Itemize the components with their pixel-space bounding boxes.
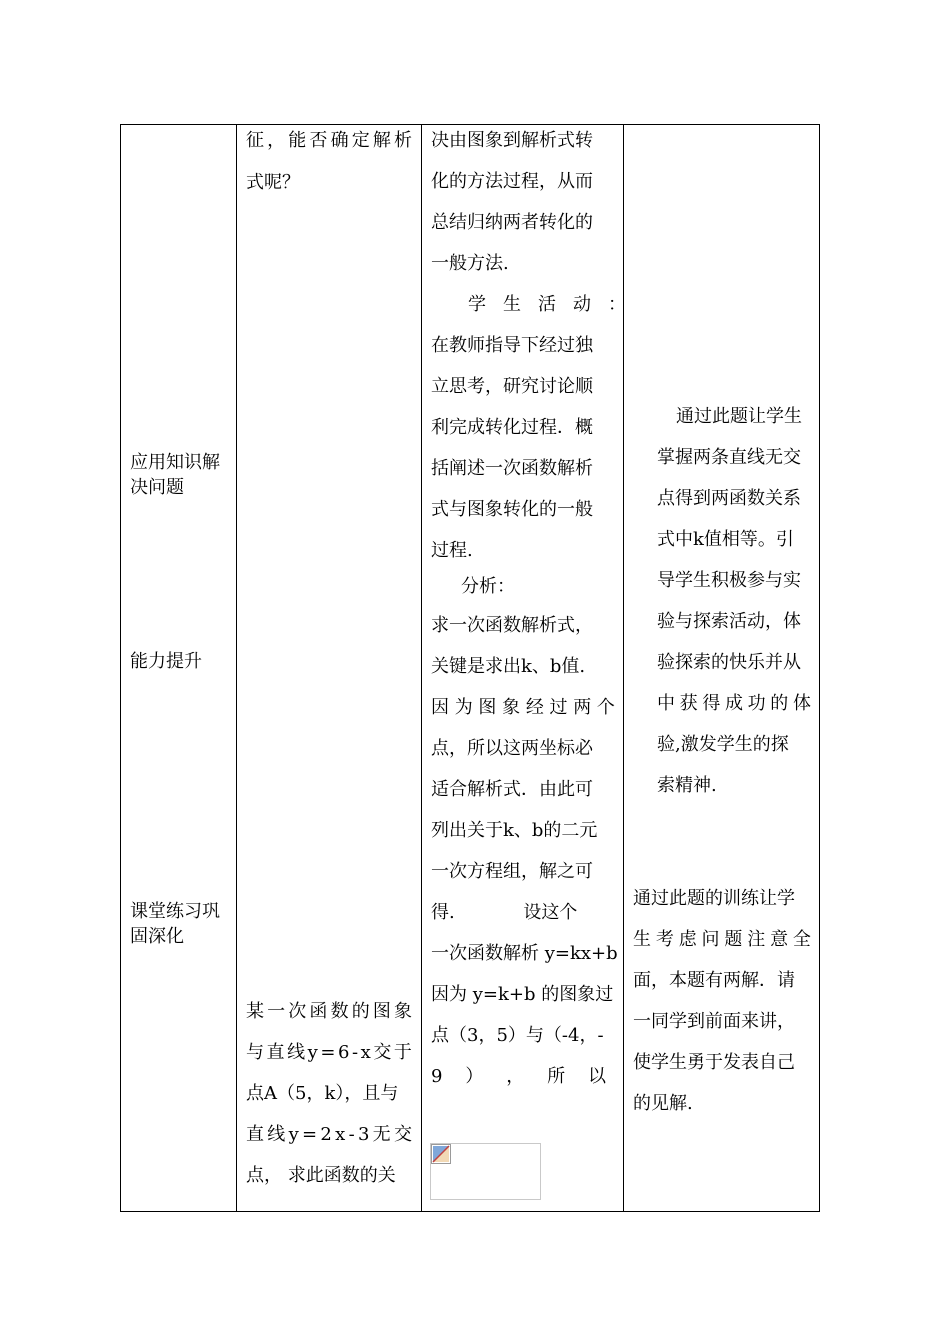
exercise-text-line: 某 一 次 函 数 的 图 象 <box>246 1001 412 1022</box>
activity-text-line: 点（3，5）与（-4，- <box>431 1025 604 1046</box>
table-bottom-border <box>120 1211 820 1212</box>
teacher-text-line: 式呢？ <box>246 172 300 193</box>
table-border-left <box>120 124 121 1212</box>
intent-text-line: 生 考 虑 问 题 注 意 全 <box>633 929 811 950</box>
activity-text-line: 因为 y=k+b 的图象过 <box>431 984 614 1005</box>
table-border-col2 <box>421 124 422 1212</box>
intent-text-line: 验探索的快乐并从 <box>657 652 801 673</box>
activity-text-line: 点，所以这两坐标必 <box>431 738 593 759</box>
exercise-text-line: 与 直 线 y = 6 - x 交 于 <box>246 1042 412 1063</box>
student-activity-heading: 学生活动： <box>468 294 643 315</box>
activity-text-line: 一般方法. <box>431 253 509 274</box>
activity-text-line: 总结归纳两者转化的 <box>431 212 593 233</box>
activity-text-line: 适合解析式．由此可 <box>431 779 593 800</box>
intent-text-line: 通过此题让学生 <box>676 406 802 427</box>
broken-image-icon <box>431 1144 451 1164</box>
activity-text-line: 一次方程组，解之可 <box>431 861 593 882</box>
intent-text-line: 通过此题的训练让学 <box>633 888 795 909</box>
activity-text-line: 求一次函数解析式， <box>431 615 593 636</box>
activity-text-line: 过程. <box>431 540 473 561</box>
table-border-right <box>819 124 820 1212</box>
activity-text-line: 一次函数解析 y=kx+b <box>431 943 618 964</box>
analysis-heading: 分析： <box>461 576 515 597</box>
activity-text-line: 化的方法过程，从而 <box>431 171 593 192</box>
exercise-text-line: 点A（5，k），且与 <box>246 1083 399 1104</box>
intent-text-line: 验与探索活动，体 <box>657 611 801 632</box>
intent-text-line: 使学生勇于发表自己 <box>633 1052 795 1073</box>
stage-label-ability: 能力提升 <box>130 651 202 672</box>
teacher-text-line: 征 ， 能 否 确 定 解 析 <box>246 130 412 151</box>
intent-text-line: 索精神. <box>657 775 717 796</box>
activity-text-line: 列出关于k、b的二元 <box>431 820 598 841</box>
stage-label-apply: 应用知识解决问题 <box>130 452 220 498</box>
image-placeholder <box>430 1143 541 1200</box>
activity-text-line: 9 ） ， 所 以 <box>431 1066 606 1087</box>
activity-text-line: 决由图象到解析式转 <box>431 130 593 151</box>
activity-text-line: 利完成转化过程．概 <box>431 417 593 438</box>
stage-label-practice: 课堂练习巩固深化 <box>130 901 220 947</box>
intent-text-line: 点得到两函数关系 <box>657 488 801 509</box>
intent-text-line: 的见解. <box>633 1093 693 1114</box>
intent-text-line: 验,激发学生的探 <box>657 734 789 755</box>
activity-text-line: 括阐述一次函数解析 <box>431 458 593 479</box>
intent-text-line: 面，本题有两解．请 <box>633 970 795 991</box>
activity-text-line: 立思考，研究讨论顺 <box>431 376 593 397</box>
intent-text-line: 中 获 得 成 功 的 体 <box>657 693 811 714</box>
intent-text-line: 式中k值相等。引 <box>657 529 794 550</box>
intent-text-line: 掌握两条直线无交 <box>657 447 801 468</box>
activity-text-line: 因 为 图 象 经 过 两 个 <box>431 697 615 718</box>
activity-text-line: 式与图象转化的一般 <box>431 499 593 520</box>
table-border-col1 <box>236 124 237 1212</box>
intent-text-line: 一同学到前面来讲， <box>633 1011 795 1032</box>
intent-text-line: 导学生积极参与实 <box>657 570 801 591</box>
exercise-text-line: 直 线 y = 2 x - 3 无 交 <box>246 1124 412 1145</box>
exercise-text-line: 点， 求此函数的关 <box>246 1165 396 1186</box>
activity-text-line: 关键是求出k、b值. <box>431 656 586 677</box>
activity-text-line: 得. 设这个 <box>431 902 578 923</box>
activity-text-line: 在教师指导下经过独 <box>431 335 593 356</box>
